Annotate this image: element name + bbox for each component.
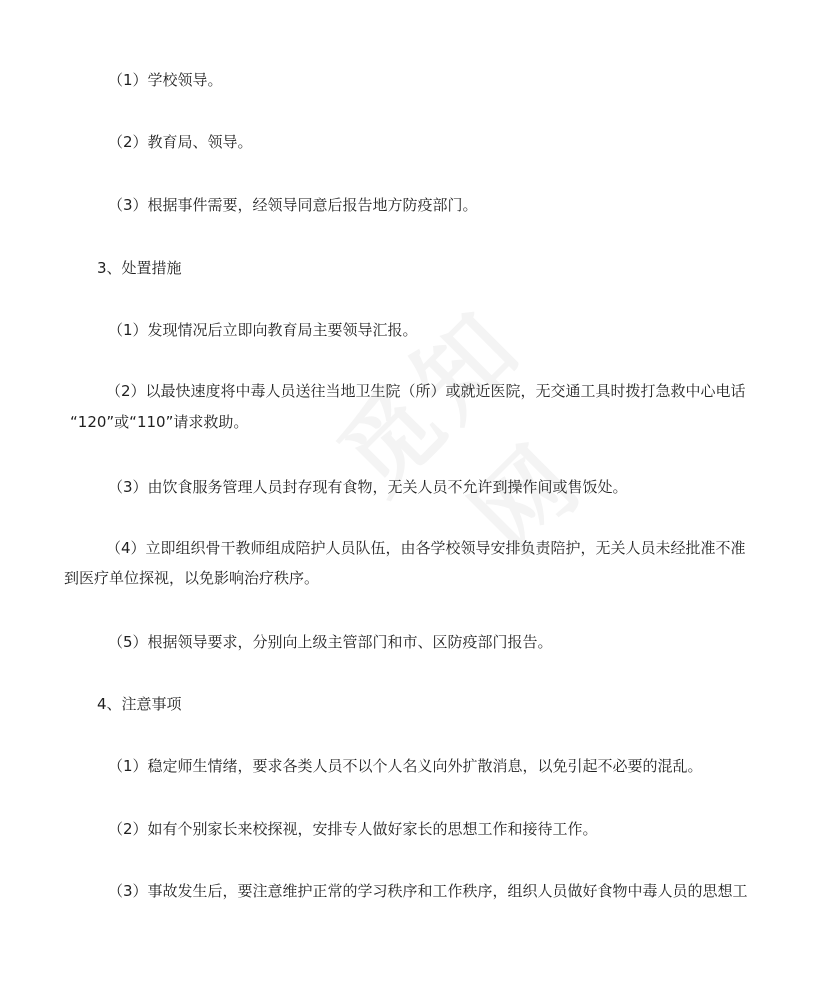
paragraph	[0, 756, 830, 776]
section-heading	[0, 258, 830, 278]
section-heading-text: 4、注意事项	[97, 695, 182, 713]
paragraph	[0, 195, 830, 215]
paragraph	[0, 477, 830, 497]
paragraph	[0, 132, 830, 152]
paragraph-line: （1）发现情况后立即向教育局主要领导汇报。	[108, 321, 418, 339]
paragraph	[0, 538, 830, 588]
paragraph-line: （3）事故发生后，要注意维护正常的学习秩序和工作秩序，组织人员做好食物中毒人员的思想工	[108, 882, 748, 900]
paragraph-line: （5）根据领导要求，分别向上级主管部门和市、区防疫部门报告。	[108, 633, 553, 651]
paragraph-line: （1）稳定师生情绪，要求各类人员不以个人名义向外扩散消息，以免引起不必要的混乱。	[108, 757, 703, 775]
paragraph-line: （2）以最快速度将中毒人员送往当地卫生院（所）或就近医院，无交通工具时拨打急救中心电话	[106, 382, 746, 400]
paragraph-line: （2）教育局、领导。	[108, 133, 253, 151]
paragraph	[0, 881, 830, 901]
paragraph	[0, 381, 830, 432]
paragraph-line: （3）根据事件需要，经领导同意后报告地方防疫部门。	[108, 196, 478, 214]
paragraph	[0, 819, 830, 839]
section-heading	[0, 694, 830, 714]
paragraph-line: 到医疗单位探视，以免影响治疗秩序。	[64, 569, 320, 587]
paragraph	[0, 70, 830, 90]
paragraph-line: （4）立即组织骨干教师组成陪护人员队伍，由各学校领导安排负责陪护，无关人员未经批准不准	[106, 539, 746, 557]
paragraph	[0, 320, 830, 340]
paragraph-line: （1）学校领导。	[108, 71, 223, 89]
paragraph-line: “120”或“110”请求救助。	[70, 413, 249, 431]
paragraph-line: （2）如有个别家长来校探视，安排专人做好家长的思想工作和接待工作。	[108, 820, 598, 838]
paragraph	[0, 632, 830, 652]
paragraph-line: （3）由饮食服务管理人员封存现有食物，无关人员不允许到操作间或售饭处。	[108, 478, 628, 496]
section-heading-text: 3、处置措施	[97, 259, 182, 277]
